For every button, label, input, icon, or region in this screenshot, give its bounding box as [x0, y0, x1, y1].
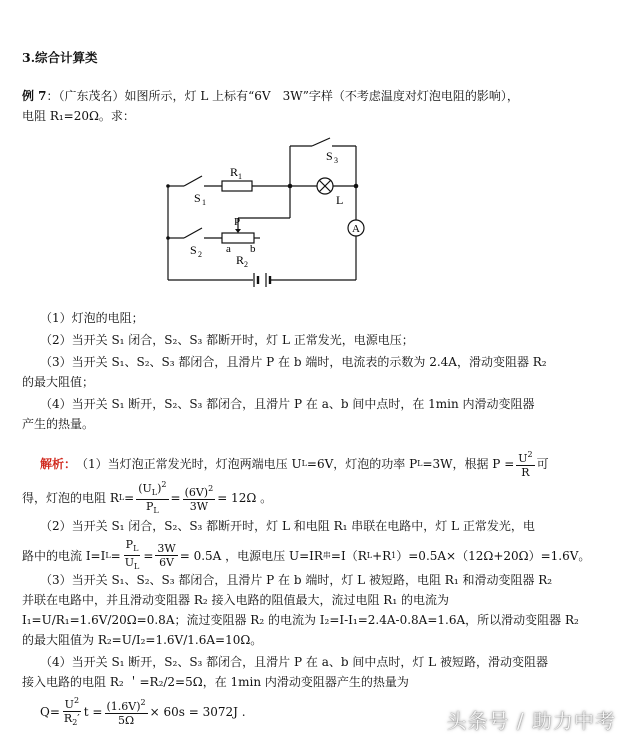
s1-line2: 得，灯泡的电阻 R: [22, 491, 119, 505]
watermark: 头条号 / 助力中考: [446, 709, 616, 733]
eq2: =: [170, 490, 181, 505]
question-4: （4）当开关 S₁ 断开，S₂、S₃ 都闭合，且滑片 P 在 a、b 间中点时，在 1min 内滑动变阻器: [40, 397, 535, 411]
question-3-cont: 的最大阻值；: [22, 375, 95, 389]
s2-line2: 路中的电流 I=I L = $\frac{P_L}{U_L}$ = $\frac{3W}{6V}$ = 0.5A ，电源电压 U=IR 串 =I（R L +R 1 ）=0.5A×（12Ω+20Ω）=1.6V。: [22, 538, 591, 571]
fraction-u2-over-r: [516, 448, 534, 479]
example-intro-line1: ：（广东茂名）如图所示，灯 L 上标有“6V 3W”字样（不考虑温度对灯泡电阻的影响），: [46, 89, 519, 103]
circuit-diagram: [150, 130, 380, 300]
label-s1: S: [194, 191, 201, 205]
frac-6v-sup: 2: [208, 484, 214, 493]
label-s2: S: [190, 243, 197, 257]
label-a: a: [226, 243, 231, 255]
s2-c: =: [143, 548, 154, 563]
frac-ul-close: ): [157, 482, 162, 495]
frac-u-sup: 2: [527, 450, 533, 459]
fraction-6v2-over-3w: [183, 482, 216, 513]
s2-ul: U: [124, 556, 135, 569]
label-s3-sub: 3: [334, 156, 338, 165]
s4-5ohm: 5Ω: [118, 714, 135, 727]
s2-b: =: [110, 548, 121, 563]
fraction-pl-over-ul: [123, 538, 142, 573]
s2-6v: 6V: [159, 556, 175, 569]
s2-a: 路中的电流 I=I: [22, 549, 106, 563]
s4-q: Q=: [40, 704, 60, 719]
label-p: P: [234, 216, 241, 228]
frac-ul-sub: L: [151, 488, 158, 497]
fraction-ul2-over-pl: [136, 478, 168, 517]
label-s3: S: [326, 149, 333, 163]
s1-c: =3W，根据 P =: [422, 457, 515, 471]
frac-pl-sub: L: [153, 506, 159, 515]
frac-u: U: [518, 452, 528, 465]
s4-r: R: [63, 712, 73, 725]
s4-line1: （4）当开关 S₁ 断开，S₂、S₃ 都闭合，且滑片 P 在 a、b 间中点时，灯 L 被短路，滑动变阻器: [40, 655, 548, 669]
s2-ul-sub: L: [134, 562, 140, 571]
sub-L: L: [301, 459, 307, 468]
s4-line2: 接入电路的电阻 R₂ ＇=R₂/2=5Ω，在 1min 内滑动变阻器产生的热量为: [22, 675, 409, 689]
fraction-u2-over-r2p: [62, 694, 82, 729]
question-1: （1）灯泡的电阻；: [40, 311, 144, 325]
frac-ul-sup: 2: [161, 480, 167, 489]
s1-result: = 12Ω 。: [217, 491, 273, 505]
solution-line-2: [22, 478, 272, 517]
s2-e-sub: L: [366, 551, 373, 560]
sub-L3: L: [118, 493, 125, 502]
s4-x60: × 60s = 3072J .: [149, 704, 246, 719]
section-title: 3.综合计算类: [22, 50, 98, 65]
solution-line-1: [40, 448, 549, 479]
s3-line2: 并联在电路中，并且滑动变阻器 R₂ 接入电路的阻值最大，流过电阻 R₁ 的电流为: [22, 593, 449, 607]
s4-line3: [40, 694, 246, 729]
s2-d: = 0.5A ，电源电压 U=IR: [179, 549, 323, 563]
fraction-16v2-over-5ohm: $\frac{(1.6V)^2}{5\Omega}$: [106, 698, 146, 727]
s2-pl-sub: L: [133, 544, 139, 553]
s2-sub-l: L: [105, 551, 111, 560]
s3-line4: 的最大阻值为 R₂=U/I₂=1.6V/1.6A=10Ω。: [22, 633, 263, 647]
s1-b: =6V，灯泡的功率 P: [306, 457, 418, 471]
s4-r-mark: ′: [77, 712, 80, 725]
s2-series-sub: 串: [322, 551, 331, 560]
label-ammeter: A: [352, 223, 360, 235]
frac-r: R: [521, 466, 530, 479]
s2-3w: 3W: [157, 542, 176, 555]
s4-u-sup: 2: [73, 696, 80, 705]
label-r2: R: [236, 253, 245, 267]
s4-16v-sup: 2: [140, 698, 146, 707]
sub-L2: L: [417, 459, 423, 468]
label-s1-sub: 1: [202, 198, 206, 207]
label-b: b: [250, 243, 256, 255]
s1-a: （1）当灯泡正常发光时，灯泡两端电压 U: [76, 457, 302, 471]
s4-r-sub: 2: [72, 718, 78, 727]
s4-u: U: [64, 698, 74, 711]
s2-pl: P: [125, 538, 134, 551]
s2-g: ）=0.5A×（12Ω+20Ω）=1.6V。: [396, 549, 591, 563]
s2-e: =I（R: [330, 549, 367, 563]
example-intro-line2: 电阻 R₁=20Ω。求：: [22, 109, 135, 123]
question-2: （2）当开关 S₁ 闭合，S₂、S₃ 都断开时，灯 L 正常发光，电源电压；: [40, 333, 414, 347]
frac-6v: (6V): [184, 486, 209, 499]
frac-pl: P: [146, 500, 154, 513]
s2-f: +R: [372, 548, 392, 563]
s4-t: t =: [83, 704, 103, 719]
s3-line1: （3）当开关 S₁、S₂、S₃ 都闭合，且滑片 P 在 b 端时，灯 L 被短路，电阻 R₁ 和滑动变阻器 R₂: [40, 573, 553, 587]
example-label: 例 7: [22, 89, 47, 103]
eq1: =: [124, 490, 135, 505]
s2-line1: （2）当开关 S₁ 闭合，S₂、S₃ 都断开时，灯 L 和电阻 R₁ 串联在电路中，灯 L 正常发光，电: [40, 519, 535, 533]
label-s2-sub: 2: [198, 250, 202, 259]
solution-label: 解析：: [40, 457, 77, 471]
label-r1-sub: 1: [238, 172, 242, 181]
s1-d: 可: [536, 457, 549, 471]
fraction-3w-over-6v: [155, 542, 177, 569]
question-3: （3）当开关 S₁、S₂、S₃ 都闭合，且滑片 P 在 b 端时，电流表的示数为 2.4A，滑动变阻器 R₂: [40, 355, 547, 369]
frac-3w: 3W: [189, 500, 209, 513]
s3-line3: I₁=U/R₁=1.6V/20Ω=0.8A；流过变阻器 R₂ 的电流为 I₂=I-I₁=2.4A-0.8A=1.6A，所以滑动变阻器 R₂: [22, 613, 579, 627]
question-4-cont: 产生的热量。: [22, 417, 95, 431]
label-r2-sub: 2: [244, 260, 248, 269]
frac-ul: (U: [138, 482, 152, 495]
example-intro: [22, 86, 519, 106]
label-lamp: L: [336, 193, 344, 207]
label-r1: R: [230, 165, 239, 179]
